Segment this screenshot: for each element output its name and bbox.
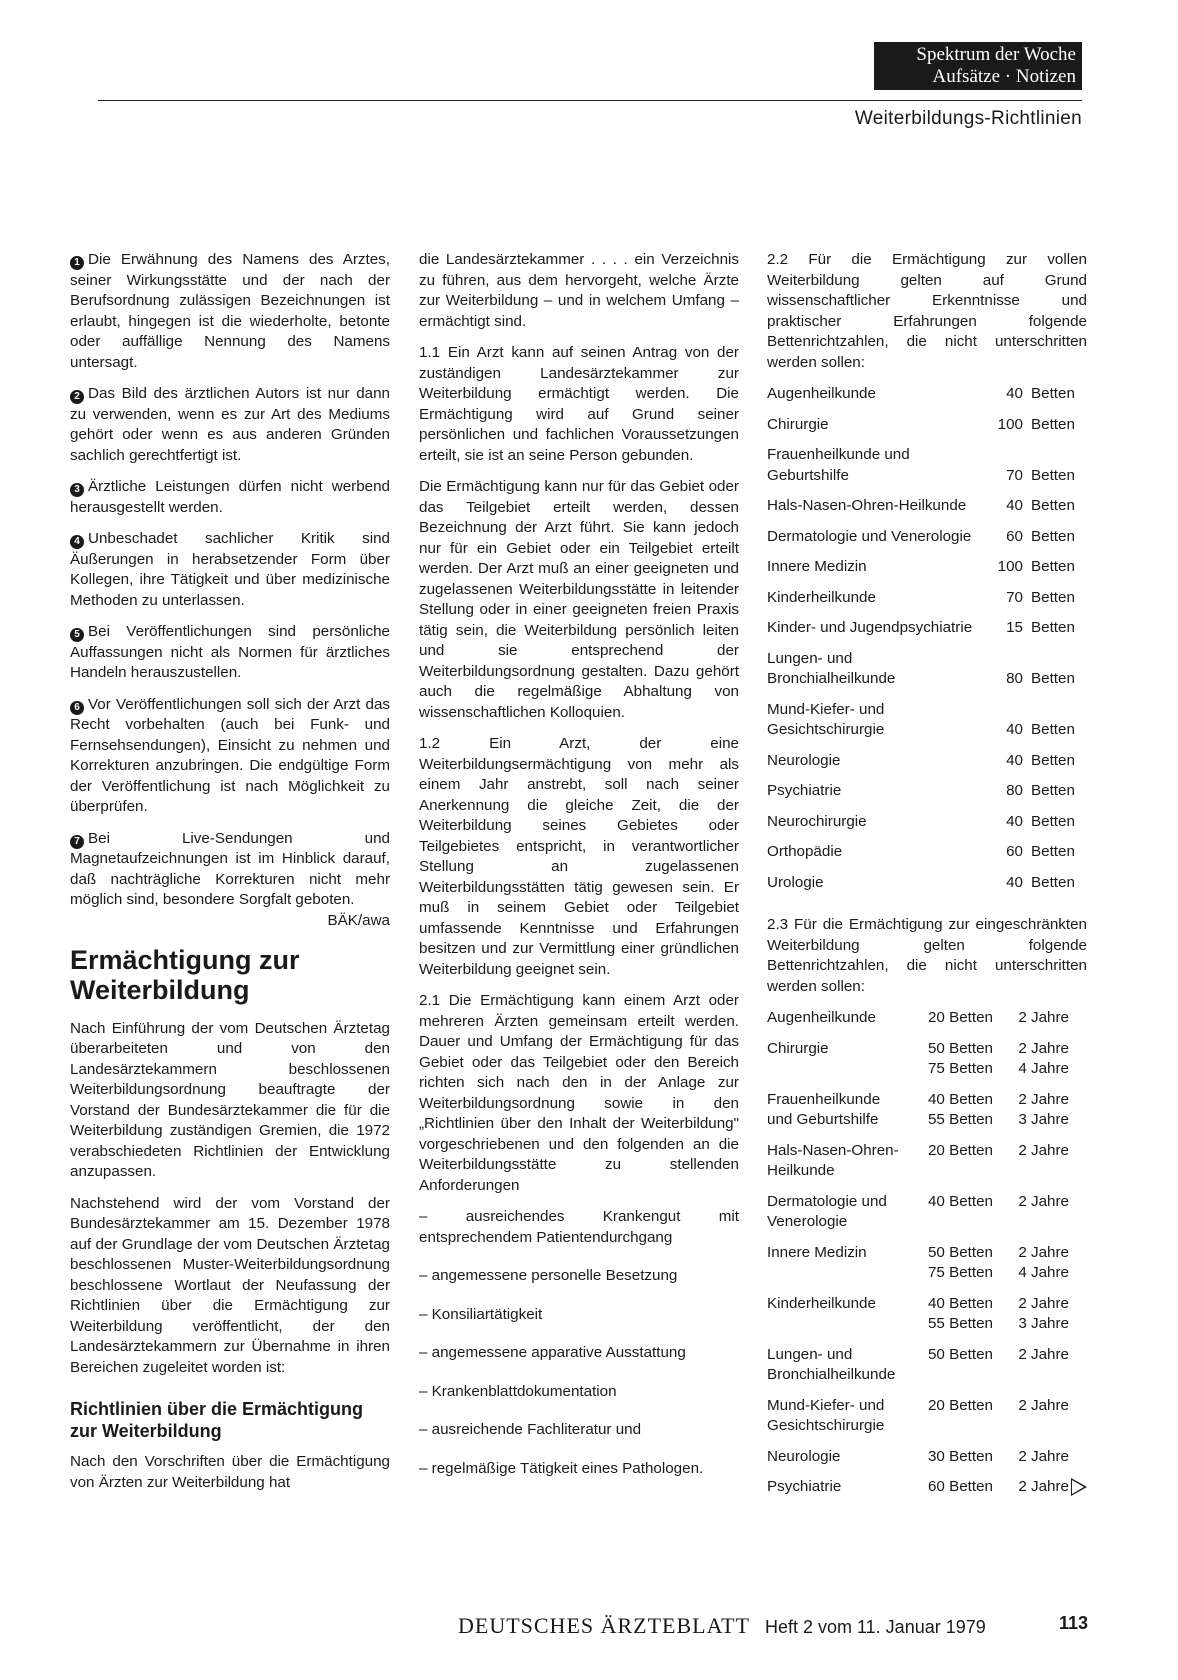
beds-unit-cell: Betten (1031, 721, 1075, 738)
table-row (767, 415, 1087, 446)
table-row (767, 781, 1087, 812)
beds-cell: 60 Betten (927, 1478, 993, 1495)
specialty-cell: Augenheilkunde (767, 385, 876, 402)
specialty-cell: Dermatologie und Venerologie (767, 527, 972, 545)
rule-item (70, 829, 390, 929)
table-row (767, 1090, 1087, 1141)
specialty-cell: Chirurgie (767, 415, 829, 433)
full-training-table (767, 384, 1087, 903)
rule-number-badge: 5 (70, 628, 84, 642)
table-row (767, 751, 1087, 782)
beds-unit-cell: Betten (1031, 619, 1075, 636)
beds-count-cell: 40 (1006, 497, 1023, 514)
table-row (767, 842, 1087, 873)
specialty-cell: Innere Medizin (767, 558, 867, 575)
beds-cell: 30 Betten (927, 1447, 993, 1465)
specialty-cell: Kinderheilkunde (767, 588, 876, 606)
paragraph-1-1: 1.1 Ein Arzt kann auf seinen Antrag von der zuständigen Landesärztekammer zur Weiterbildung ermächtigt werden. Die Ermächtigung wird auf Grund seiner persönlichen und fachlichen Voraussetzungen erteilt, sie ist an seine Person gebunden. (419, 344, 739, 464)
table-row (767, 1192, 1087, 1243)
years-cell: 2 Jahre 3 Jahre (1018, 1090, 1069, 1128)
table-row (767, 812, 1087, 843)
beds-cell: 20 Betten (927, 1141, 993, 1159)
beds-count-cell: 40 (1006, 385, 1023, 402)
rule-number-badge: 6 (70, 701, 84, 715)
years-cell: 2 Jahre (1018, 1009, 1069, 1026)
beds-cell: 50 Betten (927, 1345, 993, 1363)
table-row (767, 618, 1087, 649)
header-rule (98, 100, 1082, 101)
specialty-cell: Dermatologie und Venerologie (767, 1192, 887, 1230)
specialty-cell: Urologie (767, 873, 824, 891)
beds-unit-cell: Betten (1031, 843, 1075, 860)
beds-count-cell: 60 (1006, 527, 1023, 545)
beds-count-cell: 100 (997, 415, 1023, 433)
announcement-paragraph: Nachstehend wird der vom Vorstand der Bundesärztekammer am 15. Dezember 1978 auf der Grundlage der vom Deutschen Ärztetag beschlossenen Muster-Weiterbildungsordnung beschlossene Wortlaut der Neufassung der Richtlinien über die Ermächtigung zur Weiterbildung veröffentlicht, der den Landesärztekammern zur Übernahme in ihren Bereichen zugeleitet worden ist: (70, 1194, 390, 1376)
beds-unit-cell: Betten (1031, 385, 1075, 402)
rule-text: Das Bild des ärztlichen Autors ist nur dann zu verwenden, wenn es zur Art des Mediums gehört oder wenn es aus anderen Gründen sachlich gerechtfertigt ist. (70, 385, 390, 464)
specialty-cell: Neurochirurgie (767, 812, 867, 830)
beds-unit-cell: Betten (1031, 782, 1075, 799)
specialty-cell: Psychiatrie (767, 782, 842, 799)
paragraph-2-3: 2.3 Für die Ermächtigung zur eingeschränkten Weiterbildung gelten folgende Bettenrichtzahlen, die nicht unterschritten werden sollen: (767, 916, 1087, 995)
rule-item (70, 250, 390, 373)
specialty-cell: Lungen- und Bronchialheilkunde (767, 1345, 896, 1383)
rule-text: Bei Live-Sendungen und Magnetaufzeichnungen ist im Hinblick darauf, daß nachträgliche Korrekturen nicht mehr möglich sind, besondere Sorgfalt geboten. (70, 829, 390, 908)
table-row (767, 1141, 1087, 1192)
beds-cell: 20 Betten (927, 1396, 993, 1414)
section-badge (874, 42, 1082, 90)
beds-count-cell: 40 (1006, 812, 1023, 830)
specialty-cell: Kinderheilkunde (767, 1294, 876, 1312)
issue-info: Heft 2 vom 11. Januar 1979 (764, 1617, 986, 1637)
rule-text: Ärztliche Leistungen dürfen nicht werbend herausgestellt werden. (70, 478, 390, 516)
specialty-cell: Mund-Kiefer- und Gesichtschirurgie (767, 700, 885, 738)
requirement-item: – angemessene apparative Ausstattung (419, 1344, 686, 1361)
rule-number-badge: 7 (70, 835, 84, 849)
requirement-item: – Krankenblattdokumentation (419, 1382, 617, 1400)
rule-number-badge: 3 (70, 483, 84, 497)
beds-cell: 40 Betten 55 Betten (927, 1090, 993, 1128)
beds-unit-cell: Betten (1031, 466, 1075, 484)
table-row (767, 557, 1087, 588)
table-row (767, 649, 1087, 700)
years-cell: 2 Jahre (1018, 1345, 1069, 1363)
page-footer (458, 1613, 1088, 1639)
journal-masthead: DEUTSCHES ÄRZTEBLATT (458, 1613, 750, 1638)
rule-number-badge: 4 (70, 535, 84, 549)
beds-unit-cell: Betten (1031, 415, 1075, 433)
beds-count-cell: 70 (1006, 466, 1023, 484)
rule-item (70, 477, 390, 518)
requirement-item: – ausreichendes Krankengut mit entsprechendem Patientendurchgang (419, 1208, 739, 1246)
table-row (767, 588, 1087, 619)
table-row (767, 1477, 1087, 1508)
continue-arrow-icon (1071, 1478, 1087, 1496)
specialty-cell: Neurologie (767, 751, 841, 769)
beds-cell: 50 Betten 75 Betten (927, 1039, 993, 1077)
table-row (767, 527, 1087, 558)
beds-count-cell: 60 (1006, 843, 1023, 860)
beds-count-cell: 15 (1006, 619, 1023, 636)
specialty-cell: Chirurgie (767, 1039, 829, 1057)
rule-text: Bei Veröffentlichungen sind persönliche Auffassungen nicht als Normen für ärztliches Handeln herauszustellen. (70, 623, 390, 681)
beds-count-cell: 100 (997, 558, 1023, 575)
table-row (767, 1039, 1087, 1090)
years-cell: 2 Jahre (1018, 1141, 1069, 1159)
beds-count-cell: 40 (1006, 721, 1023, 738)
guidelines-subheading: Richtlinien über die Ermächtigung zur Weiterbildung (70, 1399, 364, 1441)
specialty-cell: Hals-Nasen-Ohren-Heilkunde (767, 497, 967, 514)
specialty-cell: Kinder- und Jugendpsychiatrie (767, 619, 973, 636)
beds-count-cell: 80 (1006, 782, 1023, 799)
article-headline: Ermächtigung zur Weiterbildung (70, 944, 300, 1005)
rule-item (70, 384, 390, 466)
table-row (767, 384, 1087, 415)
years-cell: 2 Jahre (1018, 1396, 1069, 1414)
specialty-cell: Lungen- und Bronchialheilkunde (767, 649, 896, 687)
guidelines-paragraph: Nach den Vorschriften über die Ermächtigung von Ärzten zur Weiterbildung hat (70, 1453, 390, 1491)
years-cell: 2 Jahre 3 Jahre (1018, 1294, 1069, 1332)
rule-item (70, 695, 390, 818)
rules-list (70, 250, 390, 929)
rule-number-badge: 1 (70, 256, 84, 270)
table-row (767, 1447, 1087, 1478)
rubric-title: Weiterbildungs-Richtlinien (854, 108, 1082, 129)
specialty-cell: Frauenheilkunde und Geburtshilfe (767, 1090, 881, 1128)
beds-cell: 40 Betten (927, 1192, 993, 1210)
beds-unit-cell: Betten (1031, 497, 1075, 514)
column-2 (419, 250, 739, 1497)
beds-count-cell: 40 (1006, 751, 1023, 769)
specialty-cell: Frauenheilkunde und Geburtshilfe (767, 446, 910, 484)
beds-count-cell: 70 (1006, 588, 1023, 606)
specialty-cell: Innere Medizin (767, 1243, 867, 1261)
years-cell: 2 Jahre 4 Jahre (1018, 1243, 1069, 1281)
beds-unit-cell: Betten (1031, 558, 1075, 575)
beds-unit-cell: Betten (1031, 588, 1075, 606)
beds-cell: 40 Betten 55 Betten (927, 1294, 993, 1332)
table-row (767, 445, 1087, 496)
column-3 (767, 250, 1087, 1520)
beds-unit-cell: Betten (1031, 670, 1075, 687)
years-cell: 2 Jahre 4 Jahre (1018, 1039, 1069, 1077)
specialty-cell: Augenheilkunde (767, 1009, 876, 1026)
rule-text: Die Erwähnung des Namens des Arztes, seiner Wirkungsstätte und der nach der Berufsordnung zulässigen Bezeichnungen ist erlaubt, hingegen ist die wiederholte, betonte oder auffällige Nennung des Namens untersagt. (70, 251, 390, 371)
rule-item (70, 529, 390, 611)
table-row (767, 873, 1087, 904)
requirement-item: – angemessene personelle Besetzung (419, 1267, 678, 1284)
beds-unit-cell: Betten (1031, 812, 1075, 830)
rule-item (70, 622, 390, 684)
requirement-item: – regelmäßige Tätigkeit eines Pathologen. (419, 1459, 704, 1477)
beds-unit-cell: Betten (1031, 527, 1075, 545)
column-1 (70, 250, 390, 1504)
requirements-list (419, 1207, 739, 1479)
paragraph-2-1: 2.1 Die Ermächtigung kann einem Arzt oder mehreren Ärzten gemeinsam erteilt werden. Dauer und Umfang der Ermächtigung für das Gebiet oder das Teilgebiet oder den Bereich richten sich nach den in der Anlage zur Weiterbildungsordnung sowie in den „Richtlinien über den Inhalt der Weiterbildung" vorgeschriebenen und den folgenden an die Weiterbildungsstätte zu stellenden Anforderungen (419, 992, 739, 1194)
table-row (767, 1396, 1087, 1447)
rule-text: Unbeschadet sachlicher Kritik sind Äußerungen in herabsetzender Form über Kollegen, ihre Tätigkeit und über medizinische Methoden zu unterlassen. (70, 530, 390, 609)
badge-line-1: Spektrum der Woche (916, 44, 1076, 65)
table-row (767, 1243, 1087, 1294)
beds-cell: 20 Betten (927, 1009, 993, 1026)
specialty-cell: Orthopädie (767, 843, 843, 860)
table-row (767, 496, 1087, 527)
rule-text: Vor Veröffentlichungen soll sich der Arzt das Recht vorbehalten (auch bei Funk- und Fernsehsendungen), Einsicht zu nehmen und Korrekturen anzubringen. Die endgültige Form der Veröffentlichung ist nach Möglichkeit zu überprüfen. (70, 695, 390, 815)
table-row (767, 1294, 1087, 1345)
paragraph-1-2: 1.2 Ein Arzt, der eine Weiterbildungsermächtigung von mehr als einem Jahr anstrebt, soll nach seiner Anerkennung die gleiche Zeit, die der Weiterbildung seines Gebietes oder Teilgebietes entspricht, in verantwortlicher Stellung an zugelassenen Weiterbildungsstätten tätig gewesen sein. Er muß in seinem Gebiet oder Teilgebiet umfassende Kenntnisse und Erfahrungen besitzen und zur Vermittlung einer gründlichen Weiterbildung geeignet sein. (419, 735, 739, 978)
page-number: 113 (1058, 1613, 1088, 1633)
specialty-cell: Hals-Nasen-Ohren-Heilkunde (767, 1141, 899, 1179)
table-row (767, 1345, 1087, 1396)
years-cell: 2 Jahre (1018, 1447, 1069, 1465)
intro-paragraph: Nach Einführung der vom Deutschen Ärztetag überarbeiteten und von den Landesärztekammern beschlossenen Weiterbildungsordnung beauftragte der Vorstand der Bundesärztekammer die für die Weiterbildung zuständigen Gremien, die 1972 verabschiedeten Richtlinien der Entwicklung anzupassen. (70, 1019, 390, 1180)
specialty-cell: Psychiatrie (767, 1478, 842, 1495)
specialty-cell: Neurologie (767, 1447, 841, 1465)
table-row (767, 700, 1087, 751)
beds-unit-cell: Betten (1031, 751, 1075, 769)
badge-line-2: Aufsätze · Notizen (932, 66, 1076, 87)
paragraph-2-2: 2.2 Für die Ermächtigung zur vollen Weiterbildung gelten auf Grund wissenschaftlicher Erkenntnisse und praktischer Erfahrungen folgende Bettenrichtzahlen, die nicht unterschritten werden sollen: (767, 251, 1087, 371)
beds-unit-cell: Betten (1031, 873, 1075, 891)
years-cell: 2 Jahre (1018, 1478, 1069, 1495)
signature: BÄK/awa (327, 911, 390, 929)
beds-count-cell: 40 (1006, 873, 1023, 891)
paragraph-register: die Landesärztekammer . . . . ein Verzeichnis zu führen, aus dem hervorgeht, welche Ärzte zur Weiterbildung – und in welchem Umfang – ermächtigt sind. (419, 251, 739, 330)
paragraph-scope: Die Ermächtigung kann nur für das Gebiet oder das Teilgebiet erteilt werden, dessen Bezeichnung der Arzt führt. Sie kann jedoch nur für ein Gebiet oder ein Teilgebiet erteilt werden. Der Arzt muß an einer geeigneten und zugelassenen Weiterbildungsstätte in leitender Stellung oder in einer geeigneten freien Praxis tätig sein, die Weiterbildung persönlich leiten und sie entsprechend der Weiterbildungsordnung gestalten. Dazu gehört auch die regelmäßige Abhaltung von wissenschaftlichen Kolloquien. (419, 478, 739, 721)
specialty-cell: Mund-Kiefer- und Gesichtschirurgie (767, 1396, 885, 1434)
limited-training-table (767, 1008, 1087, 1508)
table-row (767, 1008, 1087, 1039)
requirement-item: – Konsiliartätigkeit (419, 1305, 543, 1323)
requirement-item: – ausreichende Fachliteratur und (419, 1421, 642, 1438)
beds-count-cell: 80 (1006, 670, 1023, 687)
years-cell: 2 Jahre (1018, 1192, 1069, 1210)
rule-number-badge: 2 (70, 390, 84, 404)
beds-cell: 50 Betten 75 Betten (927, 1243, 993, 1281)
